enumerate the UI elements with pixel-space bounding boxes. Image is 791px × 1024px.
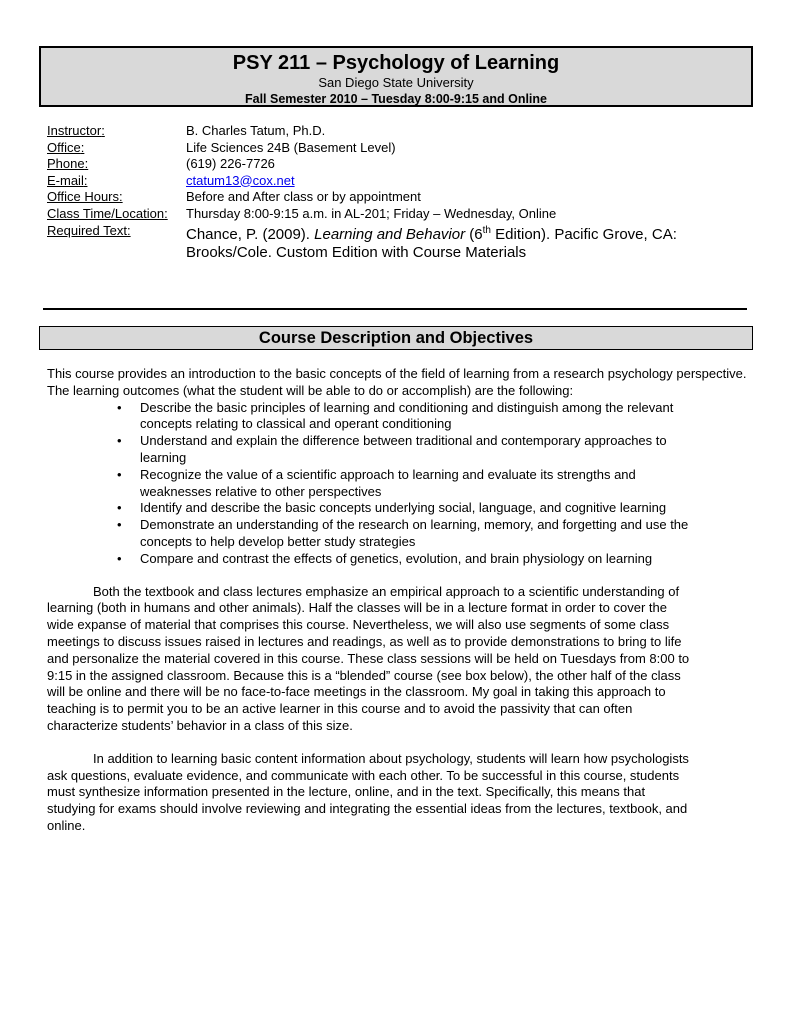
bullet-icon: • <box>117 399 122 415</box>
office-label: Office <box>47 139 81 155</box>
required-text-label: Required Text <box>47 223 127 238</box>
skills-paragraph: In addition to learning basic content information about psychology, students will learn how psychologists ask questions, evaluate evidence, and communicate with each other. To be successful in this course, students must synthesize information presented in the lecture, online, and in the text. Specifically, this means that studying for exams should involve reviewing and integrating the essential ideas from the lectures, textbook, and online. <box>47 750 689 833</box>
text-title: Learning and Behavior <box>314 226 466 243</box>
text-author: Chance, P. (2009). <box>186 226 310 243</box>
email-row: E-mail: ctatum13@cox.net <box>47 172 295 188</box>
university-name: San Diego State University <box>318 75 474 90</box>
instructor-row: Instructor: B. Charles Tatum, Ph.D. <box>47 123 747 140</box>
bullet-icon: • <box>117 500 122 516</box>
semester-info: Fall Semester 2010 – Tuesday 8:00-9:15 and Online <box>245 92 547 106</box>
office-hours-label: Office Hours <box>47 189 120 204</box>
office-hours-value: Before and After class or by appointment <box>186 189 421 204</box>
required-text-value <box>186 222 747 262</box>
list-item: • Demonstrate an understanding of the research on learning, memory, and forgetting and use the concepts to help develop better study strategies <box>117 517 689 549</box>
phone-row: Phone: (619) 226-7726 <box>47 156 747 173</box>
bullet-icon: • <box>117 517 122 533</box>
class-time-value: Thursday 8:00-9:15 a.m. in AL-201; Friday – Wednesday, Online <box>186 205 557 221</box>
bullet-icon: • <box>117 466 122 482</box>
email-link[interactable]: ctatum13@cox.net <box>186 172 295 188</box>
class-time-label: Class Time/Location <box>47 205 165 221</box>
instructor-label: Instructor <box>47 123 102 138</box>
outcomes-list <box>47 400 747 568</box>
office-row: Office: Life Sciences 24B (Basement Level) <box>47 140 747 157</box>
email-label: E-mail <box>47 172 84 188</box>
course-header <box>39 46 753 107</box>
office-value: Life Sciences 24B (Basement Level) <box>186 139 396 155</box>
list-item: • Recognize the value of a scientific approach to learning and evaluate its strengths and weaknesses relative to other perspectives <box>117 466 636 499</box>
horizontal-divider <box>43 308 747 310</box>
phone-label: Phone <box>47 156 85 171</box>
course-info <box>47 123 747 262</box>
bullet-icon: • <box>117 433 122 449</box>
text-edition-pre: (6 <box>469 226 483 243</box>
class-time-row: Class Time/Location: Thursday 8:00-9:15 a.m. in AL-201; Friday – Wednesday, Online <box>47 206 747 223</box>
list-item: • Compare and contrast the effects of genetics, evolution, and brain physiology on learning <box>117 550 653 566</box>
text-edition-sup: th <box>482 225 491 236</box>
course-title: PSY 211 – Psychology of Learning <box>232 52 560 74</box>
office-hours-row: Office Hours: Before and After class or by appointment <box>47 189 747 206</box>
course-description <box>47 366 747 835</box>
bullet-icon: • <box>117 550 122 566</box>
list-item: • Understand and explain the difference between traditional and contemporary approaches to learning <box>117 433 667 465</box>
approach-paragraph: Both the textbook and class lectures emphasize an empirical approach to a scientific understanding of learning (both in humans and other animals). Half the classes will be in a lecture format in order to cover the wide expanse of material that comprises this course. Nevertheless, we will also use segments of some class meetings to discuss issues raised in lectures and readings, as well as to provide demonstrations to bring to life and personalize the material covered in this course. These class sessions will be held on Tuesdays from 8:00 to 9:15 in the assigned classroom. Because this is a “blended” course (see box below), the other half of the class will be online and there will be no face-to-face meetings in the classroom. My goal in taking this approach to teaching is to permit you to be an active learner in this course and to avoid the passivity that can often characterize students’ behavior in a class of this size. <box>47 583 690 733</box>
list-item: • Describe the basic principles of learning and conditioning and distinguish among the relevant concepts relating to classical and operant conditioning <box>117 399 674 432</box>
intro-paragraph: This course provides an introduction to the basic concepts of the field of learning from a research psychology perspective. The learning outcomes (what the student will be able to do or accomplish) are the following: <box>47 366 747 398</box>
text-edition-post: Edition). Pacific Grove, CA: <box>495 226 677 243</box>
text-publisher: Brooks/Cole. Custom Edition with Course Materials <box>186 244 527 261</box>
instructor-value: B. Charles Tatum, Ph.D. <box>186 123 326 138</box>
list-item: • Identify and describe the basic concepts underlying social, language, and cognitive learning <box>117 500 667 516</box>
phone-value: (619) 226-7726 <box>186 156 275 171</box>
required-text-row: Required Text: Chance, P. (2009). Learning and Behavior (6th Edition). Pacific Grove, CA: Brooks/Cole. Custom Edition with Course Materials <box>47 222 747 262</box>
section-heading: Course Description and Objectives <box>39 326 753 350</box>
